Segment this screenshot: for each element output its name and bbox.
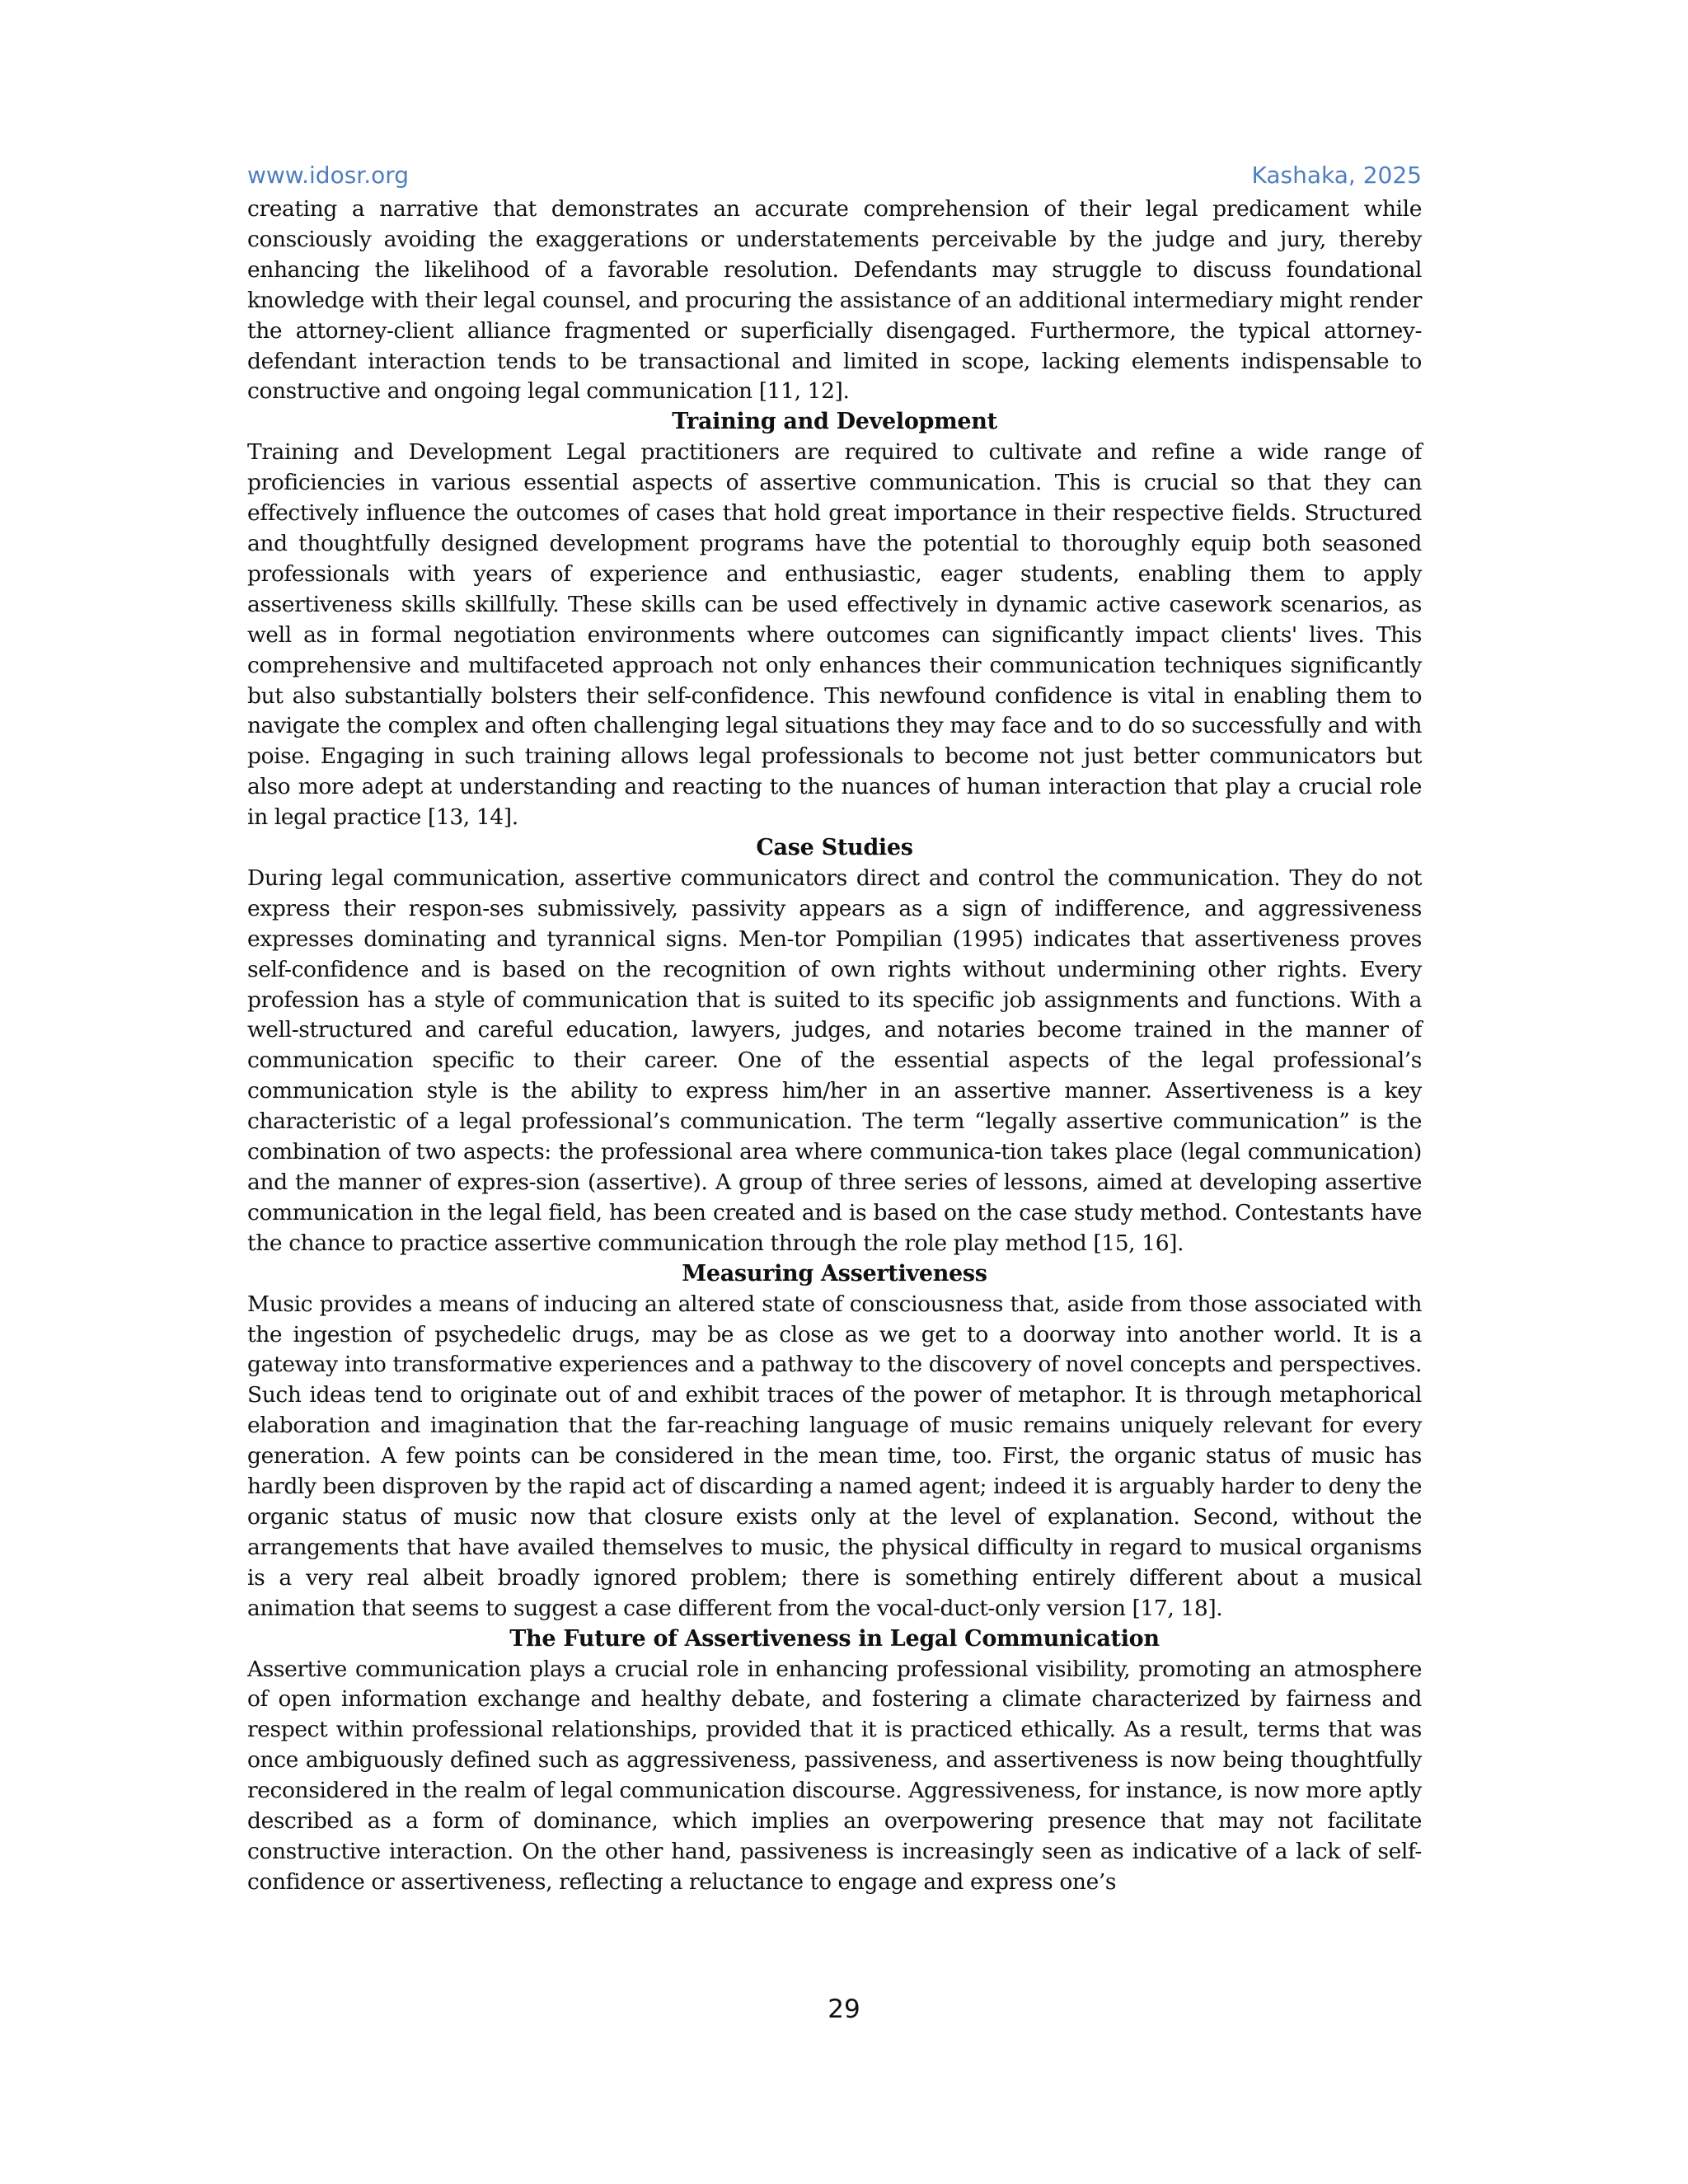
heading-future-assertiveness: The Future of Assertiveness in Legal Communication xyxy=(509,1625,1160,1652)
paragraph-future-assertiveness: Assertive communication plays a crucial role in enhancing professional visibility, promoting an atmosphere of open information exchange and healthy debate, and fostering a climate characterized by fairness and respect within professional relationships, provided that it is practiced ethically. As a result, terms that was once ambiguously defined such as aggressiveness, passiveness, and assertiveness is now being thoughtfully reconsidered in the realm of legal communication discourse. Aggressiveness, for instance, is now more aptly described as a form of dominance, which implies an overpowering presence that may not facilitate constructive interaction. On the other hand, passiveness is increasingly seen as indicative of a lack of self-confidence or assertiveness, reflecting a reluctance to engage and express one’s xyxy=(247,1656,1422,1895)
paragraph-case-studies: During legal communication, assertive communicators direct and control the communication. They do not express their respon-ses submissively, passivity appears as a sign of indifference, and aggressiveness expresses dominating and tyrannical signs. Men-tor Pompilian (1995) indicates that assertiveness proves self-confidence and is based on the recognition of own rights without undermining other rights. Every profession has a style of communication that is suited to its specific job assignments and functions. With a well-structured and careful education, lawyers, judges, and notaries become trained in the manner of communication specific to their career. One of the essential aspects of the legal professional’s communication style is the ability to express him/her in an assertive manner. Assertiveness is a key characteristic of a legal professional’s communication. The term “legally assertive communication” is the combination of two aspects: the professional area where communica-tion takes place (legal communication) and the manner of expres-sion (assertive). A group of three series of lessons, aimed at developing assertive communication in the legal field, has been created and is based on the case study method. Contestants have the chance to practice assertive communication through the role play method [15, 16]. xyxy=(247,865,1422,1256)
page-header xyxy=(247,162,1422,194)
heading-measuring-assertiveness: Measuring Assertiveness xyxy=(682,1260,987,1286)
header-author-year: Kashaka, 2025 xyxy=(1251,162,1422,189)
heading-training-development: Training and Development xyxy=(672,409,997,435)
paragraph-intro: creating a narrative that demonstrates an accurate comprehension of their legal predicament while consciously avoiding the exaggerations or understatements perceivable by the judge and jury, thereby enhancing the likelihood of a favorable resolution. Defendants may struggle to discuss foundational knowledge with their legal counsel, and procuring the assistance of an additional intermediary might render the attorney-client alliance fragmented or superficially disengaged. Furthermore, the typical attorney-defendant interaction tends to be transactional and limited in scope, lacking elements indispensable to constructive and ongoing legal communication [11, 12]. xyxy=(247,196,1422,405)
heading-case-studies: Case Studies xyxy=(756,835,913,861)
paragraph-measuring-assertiveness: Music provides a means of inducing an altered state of consciousness that, aside from those associated with the ingestion of psychedelic drugs, may be as close as we get to a doorway into another world. It is a gateway into transformative experiences and a pathway to the discovery of novel concepts and perspectives. Such ideas tend to originate out of and exhibit traces of the power of metaphor. It is through metaphorical elaboration and imagination that the far-reaching language of music remains uniquely relevant for every generation. A few points can be considered in the mean time, too. First, the organic status of music has hardly been disproven by the rapid act of discarding a named agent; indeed it is arguably harder to deny the organic status of music now that closure exists only at the level of explanation. Second, without the arrangements that have availed themselves to music, the physical difficulty in regard to musical organisms is a very real albeit broadly ignored problem; there is something entirely different about a musical animation that seems to suggest a case different from the vocal-duct-only version [17, 18]. xyxy=(247,1291,1422,1621)
page-number: 29 xyxy=(828,1994,860,2024)
paragraph-training-development: Training and Development Legal practitioners are required to cultivate and refine a wide range of proficiencies in various essential aspects of assertive communication. This is crucial so that they can effectively influence the outcomes of cases that hold great importance in their respective fields. Structured and thoughtfully designed development programs have the potential to thoroughly equip both seasoned professionals with years of experience and enthusiastic, eager students, enabling them to apply assertiveness skills skillfully. These skills can be used effectively in dynamic active casework scenarios, as well as in formal negotiation environments where outcomes can significantly impact clients' lives. This comprehensive and multifaceted approach not only enhances their communication techniques significantly but also substantially bolsters their self-confidence. This newfound confidence is vital in enabling them to navigate the complex and often challenging legal situations they may face and to do so successfully and with poise. Engaging in such training allows legal professionals to become not just better communicators but also more adept at understanding and reacting to the nuances of human interaction that play a crucial role in legal practice [13, 14]. xyxy=(247,439,1422,831)
header-site-link[interactable]: www.idosr.org xyxy=(247,162,410,189)
document-body xyxy=(247,194,1422,1898)
